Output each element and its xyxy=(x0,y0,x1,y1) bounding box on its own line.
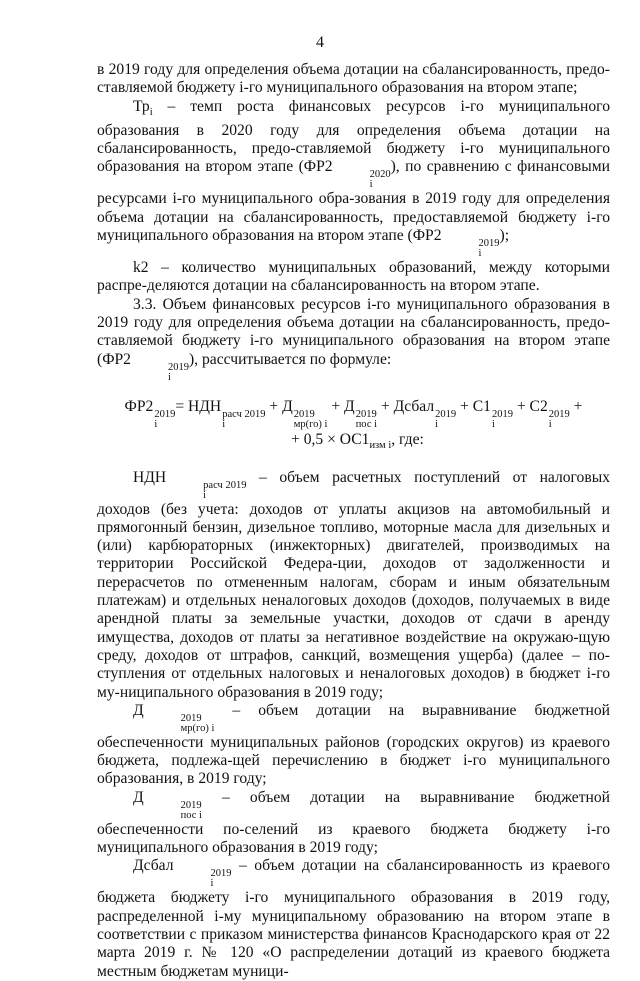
formula-line-1: ФР2 2019 i = НДН расч 2019 i + Д 2019 мр(го) i + Д 2019 пос i + Дсбал 2019 i + С1 2019 i + С2 2019 i + xyxy=(124,397,583,430)
definition-ndn: НДН расч 2019 i – объем расчетных поступлений от налоговых доходов (без учета: доходов от уплаты акцизов на автомобильный и прямогонный бензин, дизельное топливо, моторные масла для дизельных и (или) карбюраторных (инжекторных) двигателей, производимых на территории Российской Федера-ции, доходов от задолженности и перерасчетов по отмененным налогам, сборам и иным обязательным платежам) и отдельных неналоговых доходов (доходов, получаемых в виде арендной платы за земельные участки, доходов от сдачи в аренду имущества, доходов от платы за негативное воздействие на окружаю-щую среду, доходов от штрафов, санкций, возмещения ущерба) (далее – по-ступления от отдельных налоговых и неналоговых доходов) в бюджет i-го му-ниципального образования в 2019 году; xyxy=(97,468,610,701)
definition-d-mr: Д 2019 мр(го) i – объем дотации на выравнивание бюджетной обеспеченности муниципальных районов (городских округов) из краевого бюджета, подлежа-щей перечислению в бюджет i-го муниципального образования, в 2019 году; xyxy=(97,701,610,788)
definition-dsbal: Дсбал 2019 i – объем дотации на сбалансированность из краевого бюджета бюджету i-го муниципального образования в 2019 году, распределенной i-му муниципальному образованию на втором этапе в соответствии с приказом министерства финансов Краснодарского края от 22 марта 2019 г. № 120 «О распределении дотаций из краевого бюджета местным бюджетам муници- xyxy=(97,857,610,980)
paragraph-k2: k2 – количество муниципальных образований, между которыми распре-деляются дотации на сбалансированность на втором этапе. xyxy=(97,259,610,295)
formula-line-2: + $0,5 \times ОС1_{изм i}$, где: xyxy=(291,430,424,451)
paragraph-3-3: 3.3. Объем финансовых ресурсов i-го муниципального образования в 2019 году для определения объема дотации на сбалансированность, предо-ставляемой бюджету i-го муниципального образования на втором этапе (ФР2 2019 i ), рассчитывается по формуле: xyxy=(97,295,610,383)
page-number: 4 xyxy=(316,34,324,51)
definition-d-pos: Д 2019 пос i – объем дотации на выравнивание бюджетной обеспеченности по-селений из краевого бюджета бюджету i-го муниципального образования в 2019 году; xyxy=(97,788,610,857)
paragraph-continuation: в 2019 году для определения объема дотации на сбалансированность, предо-ставляемой бюджету i-го муниципального образования на втором этапе; xyxy=(97,61,610,97)
paragraph-growth-rate: $Тр_i$ – темп роста финансовых ресурсов i-го муниципального образования в 2020 году для определения объема дотации на сбалансированность, предо-ставляемой бюджету i-го муниципального образования на втором этапе (ФР2 2020 i ), по сравнению с финансовыми ресурсами i-го муниципального обра-зования в 2019 году для определения объема дотации на сбалансированность, предоставляемой бюджету i-го муниципального образования на втором этапе (ФР2 2019 i ); xyxy=(97,97,610,260)
document-body xyxy=(97,61,610,981)
